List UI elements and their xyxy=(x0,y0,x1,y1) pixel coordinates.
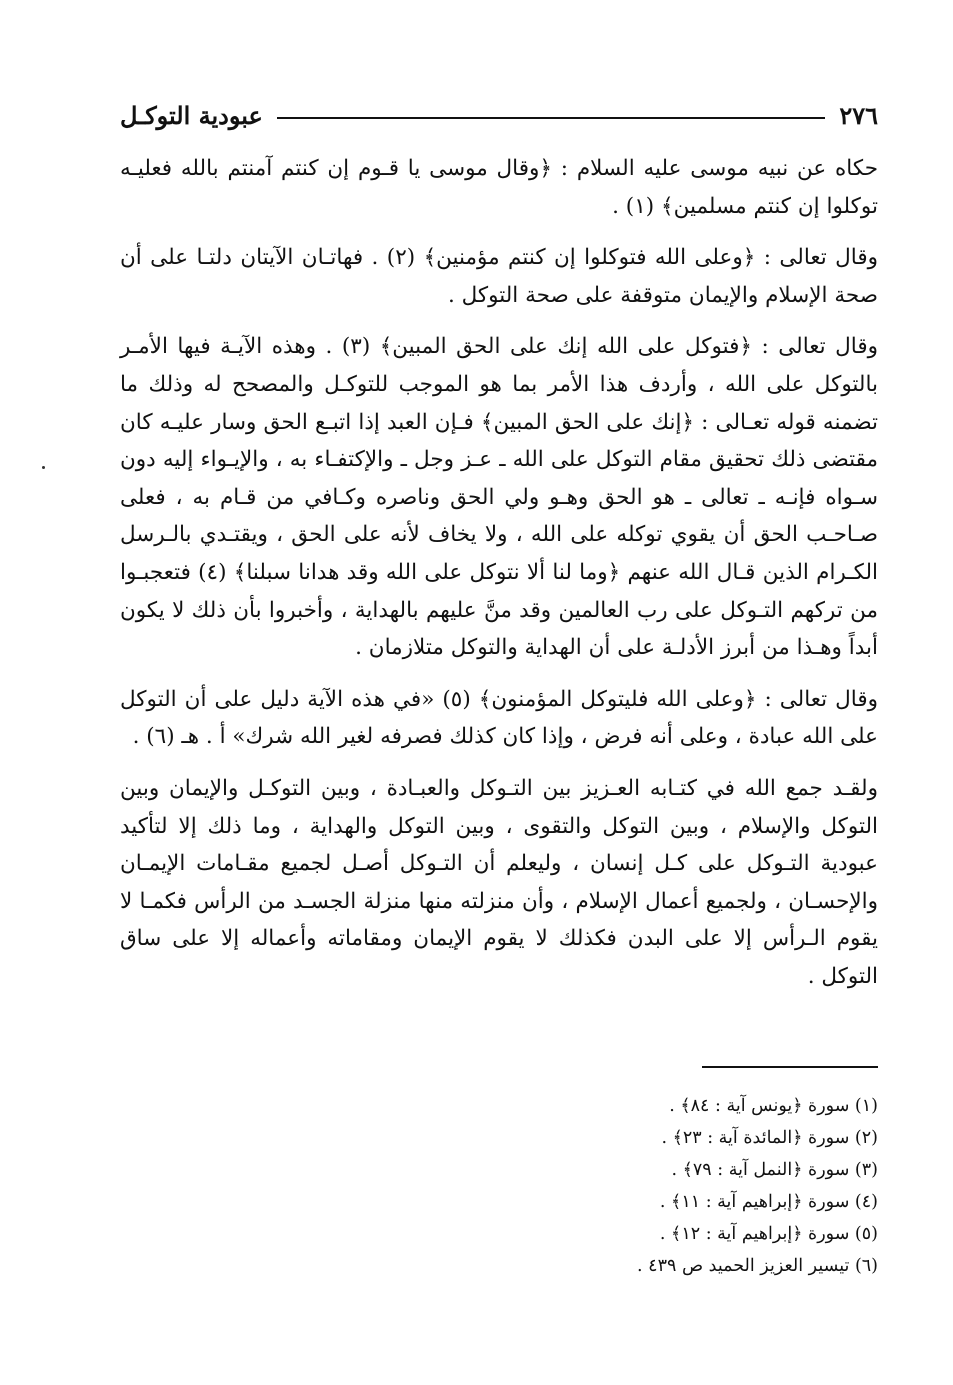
paragraph: وقال تعالى : ﴿وعلى الله فليتوكل المؤمنون﴾ (٥) «في هذه الآية دليل على أن التوكل على الله عبادة ، وعلى أنه فرض ، وإذا كان كذلك فصرفه لغير الله شرك» أ . هـ (٦) . xyxy=(120,686,878,750)
footnote: (٣) سورة ﴿النمل آية : ٧٩﴾ . xyxy=(671,1160,878,1180)
main-text xyxy=(120,150,878,1009)
scan-speck xyxy=(42,466,45,469)
header-divider xyxy=(277,117,826,119)
footnote-divider xyxy=(702,1066,878,1068)
paragraph: ولقـد جمع الله في كتـابه العـزيز بين التـوكل والعبـادة ، وبين التوكـل والإيمان وبين التوكل والإسلام ، وبين التوكل والتقوى ، وبين التوكل والهداية ، وما ذلك إلا لتأكيد عبودية التـوكل على كـل إنسان ، وليعلم أن التـوكل أصـل لجميع مقـامات الإيمـان والإحسـان ، ولجميع أعمال الإسلام ، وأن منزلته منها منزلة الجسـد من الرأس فكمـا لا يقوم الـرأس إلا على البدن فكذلك لا يقوم الإيمان ومقاماته وأعماله إلا على ساق التوكل . xyxy=(120,775,878,989)
footnote: (١) سورة ﴿يونس آية : ٨٤﴾ . xyxy=(669,1096,878,1116)
paragraph: وقال تعالى : ﴿وعلى الله فتوكلوا إن كنتم مؤمنين﴾ (٢) . فهاتـان الآيتان دلتـا على أن صحة الإسلام والإيمان متوقفة على صحة التوكل . xyxy=(120,245,878,308)
footnote: (٢) سورة ﴿المائدة آية : ٢٣﴾ . xyxy=(661,1128,878,1148)
page-header xyxy=(120,98,878,132)
page-number: ٢٧٦ xyxy=(839,100,878,130)
paragraph: حكاه عن نبيه موسى عليه السلام : ﴿وقال موسى يا قـوم إن كنتم آمنتم بالله فعليـه توكلوا إن كنتم مسلمين﴾ (١) . xyxy=(120,156,878,219)
running-title: عبودية التوكـل xyxy=(120,100,263,130)
footnote: (٤) سورة ﴿إبراهيم آية : ١١﴾ . xyxy=(659,1192,878,1212)
footnote: (٥) سورة ﴿إبراهيم آية : ١٢﴾ . xyxy=(659,1224,878,1244)
paragraph: وقال تعالى : ﴿فتوكل على الله إنك على الحق المبين﴾ (٣) . وهذه الآيـة فيها الأمـر بالتوكل على الله ، وأردف هذا الأمر بما هو الموجب للتوكـل والمصحح له وذلك ما تضمنه قوله تعـالى : ﴿إنك على الحق المبين﴾ فـإن العبد إذا اتبـع الحق وسار عليـه كان مقتضى ذلك تحقيق مقام التوكل على الله ـ عـز وجل ـ والإكتفـاء به ، والإيـواء إليه دون سـواه فإنـه ـ تعالى ـ هو الحق وهـو ولي الحق وناصره وكـافي من قـام به ، فعلى صـاحـب الحق أن يقوي توكله على الله ، ولا يخاف لأنه على الحق ، ويقتـدي بالـرسل الكـرام الذين قـال الله عنهم ﴿وما لنا ألا نتوكل على الله وقد هدانا سبلنا﴾ (٤) فتعجبـوا من تركهم التـوكل على رب العالمين وقد منَّ عليهم بالهداية ، وأخبروا بأن ذلك لا يكون أبداً وهـذا من أبرز الأدلـة على أن الهداية والتوكل متلازمان . xyxy=(120,334,878,661)
footnotes xyxy=(400,1090,878,1282)
footnote: (٦) تيسير العزيز الحميد ص ٤٣٩ . xyxy=(637,1256,878,1276)
